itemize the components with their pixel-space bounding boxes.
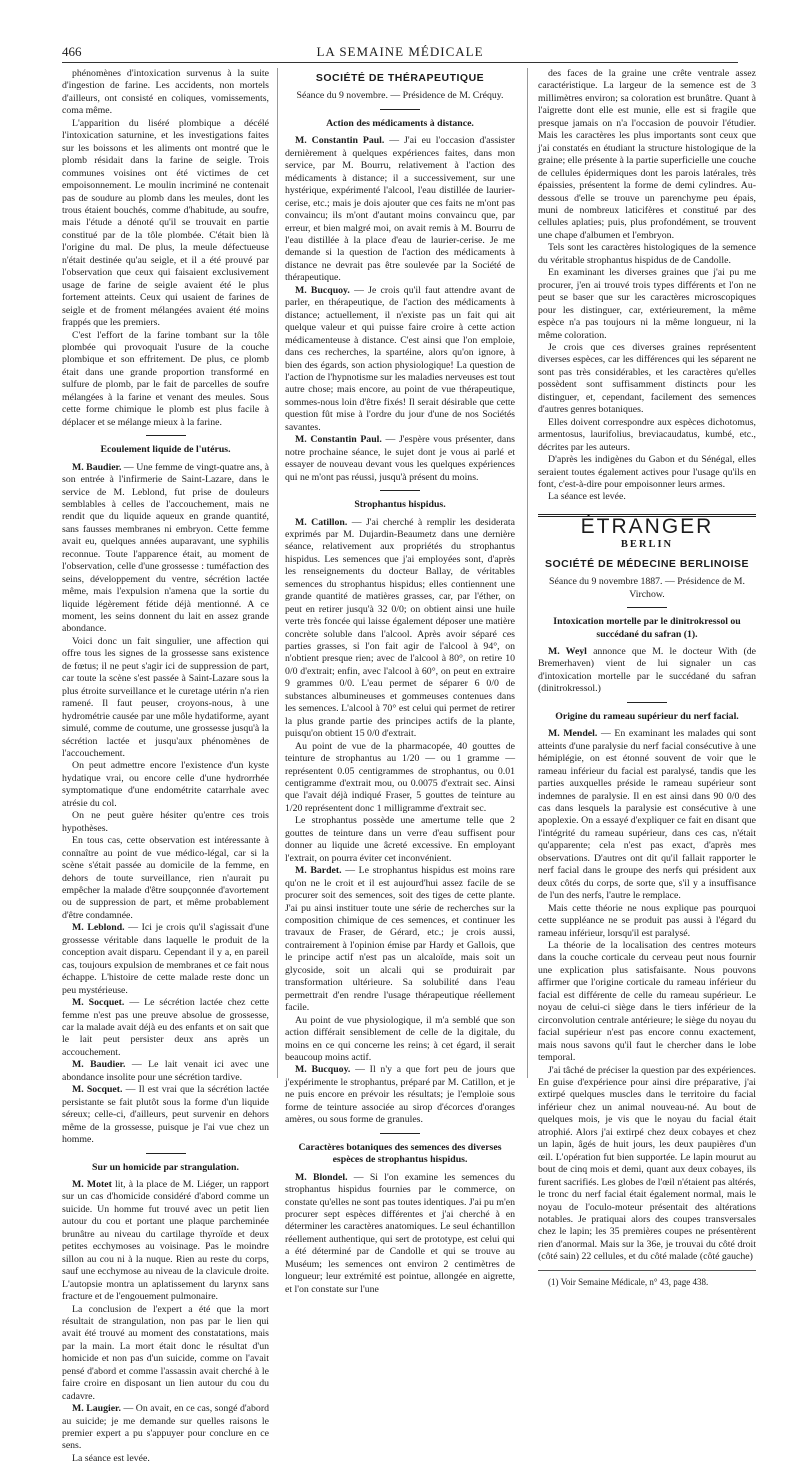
column-divider (527, 68, 528, 1078)
section-heading: Caractères botaniques des semences des diverses espèces de strophantus hispidus. (298, 1141, 502, 1166)
paragraph: Mais cette théorie ne nous explique pas pourquoi cette suppléance ne se produit pas aussi à l'égard du rameau inférieur, lorsqu'il est paralysé. (538, 902, 756, 939)
speaker-paragraph (285, 517, 515, 741)
speaker-name: M. Socquet. (72, 1084, 123, 1096)
speaker-paragraph (285, 135, 515, 284)
speaker-text: lit, à la place de M. Liéger, un rapport sur un cas d'homicide considéré d'abord comme un suicide. Un homme fut trouvé avec un petit lien autour du cou et portant une plaque parcheminée brunâtre au niveau du cartilage thyroïde et deux petites ecchymoses au voisinage. Pas le moindre sillon au cou ni à la nuque. Rien au reste du corps, sauf une ecchymose au niveau de la clavicule droite. L'autopsie montra un aplatissement du larynx sans fracture et de l'engouement pulmonaire. (62, 1178, 270, 1303)
session-line: Séance du 9 novembre. — Présidence de M. Créquy. (296, 90, 504, 102)
paragraph: La théorie de la localisation des centres moteurs dans la couche corticale du cerveau peut nous fournir une explication plus satisfaisante. Nous pouvons affirmer que l'origine corticale du rameau inférieur du facial est différente de celle du rameau supérieur. Le noyau de celui-ci siège dans le tiers inférieur de la circonvolution centrale antérieure; le siège du noyau du facial supérieur n'est pas encore connu exactement, mais nous savons qu'il faut le chercher dans le lobe temporal. (538, 940, 756, 1064)
speaker-paragraph (285, 865, 515, 1014)
speaker-text: — Une femme de vingt-quatre ans, à son entrée à l'infirmerie de Saint-Lazare, dans le service de M. Leblond, fut prise de douleurs semblables à celles de l'accouchement, mais ne rendit que du liquide aqueux en grande quantité, sans fausses membranes ni embryon. Cette femme avait eu, quelques années auparavant, une syphilis reconnue. Toute l'apparence était, au moment de l'observation, celle d'une grossesse : tuméfaction des seins, développement du ventre, sécrétion lactée même, mais l'expulsion n'amena que la sortie du liquide légèrement fétide déjà mentionné. A ce moment, les seins donnent du lait en assez grande abondance. (62, 461, 269, 635)
paragraph: On ne peut guère hésiter qu'entre ces trois hypothèses. (62, 810, 269, 834)
speaker-name: M. Weyl (548, 646, 587, 658)
column-right (538, 68, 756, 1287)
speaker-name: M. Constantin Paul. (295, 135, 385, 147)
paragraph: phénomènes d'intoxication survenus à la suite d'ingestion de farine. Les accidents, non mortels d'ailleurs, ont consisté en coliques, vomissements, coma même. (62, 68, 269, 117)
speaker-name: M. Bucquoy. (295, 1064, 351, 1076)
speaker-text: — J'ai cherché à remplir les desiderata exprimés par M. Dujardin-Beaumetz dans une dernière séance, relativement aux propriétés du strophantus hispidus. Les semences que j'ai employées sont, d'après les renseignements du docteur Ballay, de véritables semences du strophantus hispidus; elles contiennent une grande quantité de matières grasses, car, par l'éther, on peut en retirer jusqu'à 32 0/0; on obtient ainsi une huile verte très foncée qui laisse également déposer une matière concrète soluble dans l'alcool. Après avoir séparé ces parties grasses, si l'on fait agir de l'alcool à 94°, on n'obtient presque rien; avec de l'alcool à 80°, on retire 10 0/0 d'extrait; enfin, avec l'alcool à 60°, on peut en extraire 9 grammes 0/0. L'eau permet de séparer 6 0/0 de substances albumineuses et gommeuses contenues dans les semences. L'alcool à 70° est celui qui permet de retirer la plus grande partie des principes actifs de la plante, puisqu'on obtient 15 0/0 d'extrait. (285, 516, 515, 740)
speaker-text: annonce que M. le docteur With (de Bremerhaven) vient de lui signaler un cas d'intoxication mortelle par le succédané du safran (dinitrokressol.) (538, 646, 756, 695)
section-heading: Strophantus hispidus. (354, 499, 446, 511)
short-rule (380, 490, 420, 491)
short-rule (146, 1153, 186, 1154)
page-header (62, 44, 738, 63)
paragraph: On peut admettre encore l'existence d'un kyste hydatique vrai, ou encore celle d'une hydrorrhée symptomatique d'une endométrite catarrhale avec atrésie du col. (62, 760, 269, 809)
session-line: Séance du 9 novembre 1887. — Présidence de M. Virchow. (549, 576, 745, 600)
speaker-name: M. Socquet. (72, 997, 125, 1009)
short-rule (627, 607, 667, 608)
speaker-text: — En examinant les malades qui sont atteints d'une paralysie du nerf facial consécutive à une hémiplégie, on est étonné souvent de voir que le rameau inférieur du facial est paralysé, tandis que les parties auxquelles préside le rameau supérieur sont indemnes de paralysie. Il en est ainsi dans 90 0/0 des cas dans lesquels la paralysie est consécutive à une apoplexie. On a essayé d'expliquer ce fait en disant que l'intégrité du rameau supérieur, dans ces cas, n'était qu'apparente; cela n'est pas exact, d'après mes observations. D'autres ont dit qu'il fallait rapporter le nerf facial dans le groupe des nerfs qui président aux deux côtés du corps, de sorte que, s'il y a insuffisance de l'un des nerfs, l'autre le remplace. (538, 728, 756, 902)
speaker-paragraph (62, 462, 269, 636)
short-rule (380, 1133, 420, 1134)
paragraph: Elles doivent correspondre aux espèces dichotomus, armentosus, laurifolius, breviacaudatus, kumbé, etc., décrites par les auteurs. (538, 416, 756, 453)
society-heading: SOCIÉTÉ DE MÉDECINE BERLINOISE (544, 557, 750, 570)
section-heading: Ecoulement liquide de l'utérus. (100, 444, 231, 456)
short-rule (380, 109, 420, 110)
speaker-text: — J'ai eu l'occasion d'assister dernièrement à quelques expériences faites, dans mon service, par M. Bourru, relativement à l'action des médicaments à distance; il a successivement, sur une hystérique, expérimenté l'alcool, l'eau distillée de laurier-cerise, etc.; mais je dois ajouter que ces faits ne m'ont pas convaincu; ils m'ont d'autant moins convaincu que, par erreur, et bien malgré moi, on avait remis à M. Bourru de l'eau distillée à la place d'eau de laurier-cerise. Je me demande si la question de l'action des médicaments à distance ne devrait pas être soulevée par la Société de thérapeutique. (285, 135, 515, 284)
speaker-text: — Le sécrétion lactée chez cette femme n'est pas une preuve absolue de grossesse, car la malade avait déjà eu des enfants et on sait que le lait peut persister deux ans après un accouchement. (62, 997, 269, 1058)
column-divider (277, 68, 278, 1078)
speaker-paragraph (62, 997, 269, 1059)
section-heading: Action des médicaments à distance. (326, 117, 474, 129)
speaker-text: — J'espère vous présenter, dans notre prochaine séance, le sujet dont je vous ai parlé et essayer de nouveau devant vous les quelques expériences qui ne m'ont pas réussi, jusqu'à présent du moins. (285, 434, 515, 483)
speaker-name: M. Baudier. (72, 1059, 126, 1071)
paragraph: Au point de vue de la pharmacopée, 40 gouttes de teinture de strophantus au 1/20 — ou 1 gramme — représentent 0.05 centigrammes de strophantus, ou 0.01 centigramme d'extrait mou, ou 0.0075 d'extrait sec. Ainsi que l'avait déjà indiqué Fraser, 5 gouttes de teinture au 1/20 représentent donc 1 milligramme d'extrait sec. (285, 740, 515, 814)
footnote: (1) Voir Semaine Médicale, n° 43, page 438. (538, 1270, 756, 1288)
journal-title: LA SEMAINE MÉDICALE (316, 44, 484, 59)
speaker-text: — On avait, en ce cas, songé d'abord au suicide; je me demande sur quelles raisons le premier expert a pu s'appuyer pour conclure en ce sens. (62, 1403, 269, 1452)
paragraph: L'apparition du liséré plombique a décélé l'intoxication saturnine, et les investigations faites sur les boissons et les aliments ont montré que le plomb résidait dans la farine de seigle. Trois communes voisines ont été victimes de cet empoisonnement. Le moulin incriminé ne contenait pas de soudure au plomb dans les meules, dont les trous étaient bouchés, comme d'habitude, au soufre, mais l'étude a dénoté qu'il se trouvait en partie constitué par de la tôle plombée. C'était bien là l'origine du mal. De plus, la meule défectueuse n'était destinée qu'au seigle, et il a été prouvé par l'observation que ceux qui faisaient exclusivement usage de farine de seigle avaient été le plus fortement atteints. Ceux qui usaient de farines de seigle et de froment mélangées avaient été moins frappés que les premiers. (62, 117, 269, 329)
speaker-name: M. Blondel. (295, 1171, 348, 1183)
speaker-text: — Le strophantus hispidus est moins rare qu'on ne le croit et il est aujourd'hui assez facile de se procurer soit des semences, soit des tiges de cette plante. J'ai pu ainsi instituer toute une série de recherches sur la composition chimique de ces semences, et continuer les travaux de Fraser, de Gérard, etc.; je crois aussi, contrairement à l'opinion émise par Hardy et Gallois, que le principe actif n'est pas un alcaloïde, mais soit un glycoside, soit un alcali qui se produirait par transformation ultérieure. Sa solubilité dans l'eau permettrait d'en rendre l'usage thérapeutique réellement facile. (285, 865, 515, 1014)
speaker-name: M. Catillon. (295, 516, 348, 528)
speaker-text: — Je crois qu'il faut attendre avant de parler, en thérapeutique, de l'action des médicaments à distance; actuellement, il n'existe pas un fait qui ait quelque valeur et qui puisse faire croire à cette action médicamenteuse à distance. C'est ainsi que l'on emploie, dans ces recherches, la spartéine, alors qu'on ignore, à bien des égards, son action physiologique! La question de l'action de l'hypnotisme sur les maladies nerveuses est tout autre chose; mais encore, au point de vue thérapeutique, sommes-nous loin d'être fixés! Il serait désirable que cette question fût mise à l'ordre du jour d'une de nos Sociétés savantes. (285, 284, 515, 433)
paragraph: En tous cas, cette observation est intéressante à connaître au point de vue médico-légal, car si la scène s'était passée au domicile de la femme, en dehors de toute surveillance, rien n'aurait pu empêcher la malade d'être soupçonnée d'avortement ou de suppression de part, et même probablement d'être condamnée. (62, 835, 269, 921)
speaker-text: — Il est vrai que la sécrétion lactée persistante se fait plutôt sous la forme d'un liquide séreux; celle-ci, d'ailleurs, peut survenir en dehors même de la grossesse, puisque je l'ai vue chez un homme. (62, 1084, 269, 1146)
speaker-paragraph (62, 922, 269, 997)
paragraph: D'après les indigènes du Gabon et du Sénégal, elles seraient toutes également actives pour l'usage qu'ils en font, c'est-à-dire pour empoisonner leurs armes. (538, 454, 756, 490)
paragraph: Au point de vue physiologique, il m'a semblé que son action différait sensiblement de celle de la digitale, du moins en ce qui concerne les reins; à cet égard, il serait beaucoup moins actif. (285, 1014, 515, 1063)
paragraph: La séance est levée. (548, 491, 626, 503)
paragraph: La séance est levée. (72, 1452, 150, 1464)
city-heading: BERLIN (620, 539, 674, 551)
column-left (62, 68, 270, 1464)
paragraph: C'est l'effort de la farine tombant sur la tôle plombée qui provoquait l'usure de la couche plombique et son effritement. De plus, ce plomb était dans une grande proportion transformé en sulfure de plomb, par le fait de parcelles de soufre mélangées à la farine et venant des meules. Sous cette forme chimique le plomb est plus facile à déplacer et se mélange mieux à la farine. (62, 329, 269, 428)
speaker-paragraph (285, 1172, 515, 1297)
paragraph: La conclusion de l'expert a été que la mort résultait de strangulation, non pas par le lien qui avait été trouvé au moment des constatations, mais par la main. La mort était donc le résultat d'un homicide et non pas d'un suicide, comme on l'avait pensé d'abord et comme l'assassin avait cherché à le faire croire en disposant un lien autour du cou du cadavre. (62, 1303, 269, 1402)
page-number: 466 (62, 44, 82, 59)
speaker-name: M. Constantin Paul. (295, 434, 382, 446)
paragraph: Je crois que ces diverses graines représentent diverses espèces, car les différences qui les séparent ne sont pas très considérables, et les caractères qu'elles possèdent sont suffisamment distincts pour les distinguer, et, cependant, facilement des semences d'autres genres botaniques. (538, 341, 756, 416)
speaker-text: — Il n'y a que fort peu de jours que j'expérimente le strophantus, préparé par M. Catillon, et je ne puis encore en prévoir les résultats; je l'emploie sous forme de teinture associée au sirop d'écorces d'oranges amères, ou sous forme de granules. (285, 1064, 515, 1126)
speaker-paragraph (538, 728, 756, 902)
section-heading: Intoxication mortelle par le dinitrokressol ou succédané du safran (1). (553, 616, 741, 640)
section-banner: ÉTRANGER (580, 514, 714, 538)
speaker-paragraph (538, 646, 756, 696)
section-heading: Origine du rameau supérieur du nerf facial. (555, 710, 739, 722)
speaker-paragraph (62, 1179, 269, 1304)
speaker-name: M. Mendel. (548, 728, 598, 740)
paragraph: Voici donc un fait singulier, une affection qui offre tous les signes de la grossesse sans existence de fœtus; il ne peut s'agir ici de suppression de part, car toute la scène s'est passée à Saint-Lazare sous la plus étroite surveillance et le curetage utérin n'a rien ramené. Il faut peuser, croyons-nous, à une hydrométrie causée par une môle hydatiforme, ayant simulé, comme de coutume, une grossesse jusqu'à la sécrétion lactée et jusqu'aux phénomènes de l'accouchement. (62, 635, 269, 760)
speaker-name: M. Motet (72, 1178, 112, 1190)
society-heading: SOCIÉTÉ DE THÉRAPEUTIQUE (315, 72, 485, 84)
paragraph: En examinant les diverses graines que j'ai pu me procurer, j'en ai trouvé trois types différents et l'on ne peut se baser que sur les caractères microscopiques pour les distinguer, car, extérieurement, la même espèce n'a pas toujours ni la même longueur, ni la même coloration. (538, 267, 756, 341)
speaker-text: — Ici je crois qu'il s'agissait d'une grossesse véritable dans laquelle le produit de la conception avait disparu. Cependant il y a, en pareil cas, toujours expulsion de membranes et ce fait nous échappe. L'histoire de cette malade reste donc un peu mystérieuse. (62, 922, 269, 996)
speaker-paragraph (285, 285, 515, 434)
speaker-paragraph (285, 1064, 515, 1126)
column-middle (285, 68, 516, 1295)
short-rule (627, 702, 667, 703)
speaker-name: M. Leblond. (72, 922, 125, 934)
paragraph: J'ai tâché de préciser la question par des expériences. En guise d'expérience pour ainsi dire préparative, j'ai extirpé quelques muscles dans le territoire du facial inférieur chez un animal nouveau-né. Au bout de quelques mois, je vis que le noyau du facial était atrophié. Alors j'ai extirpé chez deux cobayes et chez un lapin, âgés de huit jours, les deux paupières d'un œil. L'opération fut bien supportée. Le lapin mourut au bout de cinq mois et demi, quant aux deux cobayes, ils furent sacrifiés. Les globes de l'œil n'étaient pas altérés, le tronc du nerf facial était également normal, mais le noyau de l'oculo-moteur présentait des altérations notables. Je pratiquai alors des coupes transversales chez le lapin; les 35 premières coupes ne présentèrent rien d'anormal. Mais sur la 36e, je trouvai du côté droit (côté sain) 22 cellules, et du côté malade (côté gauche) (538, 1064, 756, 1263)
speaker-name: M. Laugier. (72, 1403, 121, 1415)
speaker-text: — Le lait venait ici avec une abondance insolite pour une sécrétion tardive. (62, 1059, 269, 1083)
speaker-name: M. Bucquoy. (295, 284, 350, 296)
speaker-name: M. Bardet. (295, 865, 342, 877)
section-heading: Sur un homicide par strangulation. (92, 1161, 239, 1173)
paragraph: Le strophantus possède une amertume telle que 2 gouttes de teinture dans un verre d'eau suffisent pour donner au liquide une âcreté excessive. En employant l'extrait, on pourra éviter cet inconvénient. (285, 815, 515, 864)
paragraph: Tels sont les caractères histologiques de la semence du véritable strophantus hispidus de de Candolle. (538, 242, 756, 266)
paragraph: des faces de la graine une crête ventrale assez caractéristique. La largeur de la semence est de 3 millimètres environ; sa coloration est brunâtre. Quant à l'aigrette dont elle est munie, elle est si fragile que presque jamais on n'a l'occasion de pouvoir l'étudier. Mais les caractères les plus importants sont ceux que j'ai constatés en étudiant la structure histologique de la graine; elle présente à la partie superficielle une couche de cellules épidermiques dont les parois latérales, très épaissies, présentent la forme de demi cylindres. Au-dessous d'elle se trouve un parenchyme peu épais, muni de nombreux laticifères et constitué par des cellules aplaties; puis, plus profondément, se trouvent une chape d'albumen et l'embryon. (538, 68, 756, 241)
speaker-text: — Si l'on examine les semences du strophantus hispidus fournies par le commerce, on constate qu'elles ne sont pas toutes identiques. J'ai pu m'en procurer sept espèces différentes et j'ai cherché à en déterminer les caractères anatomiques. Le seul échantillon réellement authentique, qui sert de prototype, est celui qui a été déterminé par de Candolle et qui se trouve au Muséum; les semences ont environ 2 centimètres de longueur; leur extrémité est pointue, allongée en aigrette, et l'on constate sur l'une (285, 1171, 516, 1295)
short-rule (146, 435, 186, 436)
speaker-paragraph (285, 434, 515, 484)
speaker-paragraph (62, 1403, 269, 1453)
speaker-name: M. Baudier. (72, 461, 122, 473)
speaker-paragraph (62, 1059, 269, 1084)
speaker-paragraph (62, 1084, 269, 1146)
